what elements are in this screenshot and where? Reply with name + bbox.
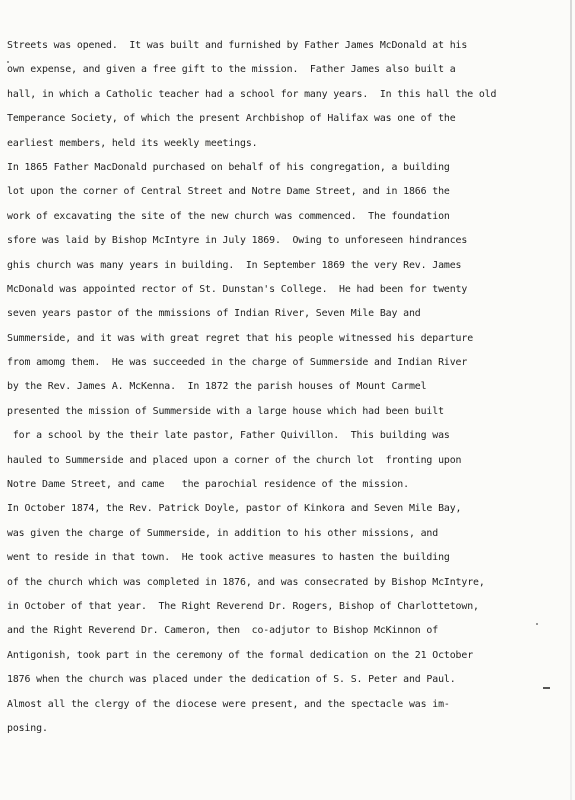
- text-line: own expense, and given a free gift to the mission. Father James also built a: [7, 64, 456, 76]
- text-line: of the church which was completed in 1876, and was consecrated by Bishop McIntyre,: [7, 576, 485, 588]
- text-line: hauled to Summerside and placed upon a corner of the church lot fronting upon: [7, 454, 462, 466]
- text-line: in October of that year. The Right Reverend Dr. Rogers, Bishop of Charlottetown,: [7, 600, 479, 612]
- text-line: hall, in which a Catholic teacher had a school for many years. In this hall the old: [7, 88, 497, 100]
- text-line: presented the mission of Summerside with a large house which had been built: [7, 405, 444, 417]
- text-line: by the Rev. James A. McKenna. In 1872 the parish houses of Mount Carmel: [7, 381, 427, 393]
- text-line: from amomg them. He was succeeded in the charge of Summerside and Indian River: [7, 357, 468, 369]
- text-line: Antigonish, took part in the ceremony of the formal dedication on the 21 October: [7, 649, 474, 661]
- text-line: and the Right Reverend Dr. Cameron, then co-adjutor to Bishop McKinnon of: [7, 625, 439, 637]
- text-line: Summerside, and it was with great regret that his people witnessed his departure: [7, 332, 474, 344]
- text-line: Temperance Society, of which the present Archbishop of Halifax was one of the: [7, 113, 456, 125]
- text-line: posing.: [7, 722, 48, 734]
- text-line: Streets was opened. It was built and furnished by Father James McDonald at his: [7, 40, 468, 51]
- text-line: work of excavating the site of the new church was commenced. The foundation: [7, 210, 450, 222]
- text-line: went to reside in that town. He took active measures to hasten the building: [7, 552, 450, 564]
- text-line: In 1865 Father MacDonald purchased on behalf of his congregation, a building: [7, 161, 450, 173]
- text-line: In October 1874, the Rev. Patrick Doyle, pastor of Kinkora and Seven Mile Bay,: [7, 503, 462, 515]
- text-line: Almost all the clergy of the diocese were present, and the spectacle was im-: [7, 698, 450, 710]
- text-line: for a school by the their late pastor, Father Quivillon. This building was: [7, 430, 450, 442]
- text-line: sfore was laid by Bishop McIntyre in July 1869. Owing to unforeseen hindrances: [7, 235, 468, 247]
- document-text: [7, 34, 562, 741]
- text-line: earliest members, held its weekly meetings.: [7, 137, 258, 149]
- text-line: 1876 when the church was placed under the dedication of S. S. Peter and Paul.: [7, 674, 456, 686]
- text-line: ghis church was many years in building. In September 1869 the very Rev. James: [7, 259, 462, 271]
- text-line: was given the charge of Summerside, in addition to his other missions, and: [7, 527, 439, 539]
- text-line: lot upon the corner of Central Street and Notre Dame Street, and in 1866 the: [7, 186, 450, 198]
- text-line: Notre Dame Street, and came the parochial residence of the mission.: [7, 479, 409, 491]
- text-line: McDonald was appointed rector of St. Dunstan's College. He had been for twenty: [7, 283, 468, 295]
- text-line: seven years pastor of the mmissions of Indian River, Seven Mile Bay and: [7, 308, 421, 320]
- scan-edge-shadow: [570, 0, 572, 800]
